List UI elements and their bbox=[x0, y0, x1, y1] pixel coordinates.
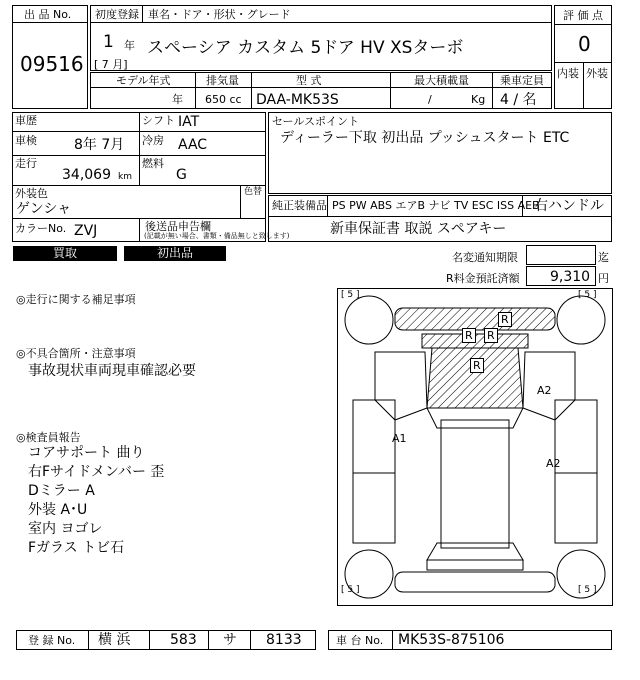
chassis-value: MK53S-875106 bbox=[398, 632, 505, 648]
sales-point-label: セールスポイント bbox=[272, 115, 360, 128]
model-year-unit: 年 bbox=[172, 93, 183, 106]
reg-label: 登 録 No. bbox=[28, 634, 76, 647]
inspector-item: Fガラス トビ石 bbox=[28, 540, 125, 556]
notice-box bbox=[526, 245, 596, 265]
recycle-value: 9,310 bbox=[550, 269, 591, 285]
spec-div-4 bbox=[492, 72, 493, 109]
inspector-item: 右Fサイドメンバー 歪 bbox=[28, 464, 165, 480]
recycle-unit: 円 bbox=[598, 272, 609, 285]
reg-class: 583 bbox=[170, 632, 197, 648]
notice-unit: 迄 bbox=[598, 251, 609, 264]
displacement-value: 650 cc bbox=[205, 93, 242, 106]
reg-div-3 bbox=[208, 630, 209, 650]
model-year-label: モデル年式 bbox=[116, 74, 171, 87]
score-divider-3 bbox=[583, 62, 584, 109]
fuel-label: 燃料 bbox=[142, 157, 164, 170]
mileage-label: 走行 bbox=[15, 157, 37, 170]
score-label: 評 価 点 bbox=[563, 9, 603, 22]
shift-label: シフト bbox=[142, 114, 175, 127]
reg-kana: サ bbox=[223, 632, 237, 648]
chassis-label: 車 台 No. bbox=[336, 634, 384, 647]
history-label: 車歴 bbox=[15, 114, 37, 127]
reg-div-2 bbox=[149, 630, 150, 650]
color-no-label: カラーNo. bbox=[15, 222, 67, 235]
rear-hatch bbox=[427, 560, 523, 570]
inspector-item: 外装 A･U bbox=[28, 502, 88, 518]
inspector-label: ◎検査員報告 bbox=[16, 431, 81, 444]
reg-div-1 bbox=[88, 630, 89, 650]
buy-badge: 買取 bbox=[13, 246, 117, 261]
front-bumper bbox=[395, 308, 555, 330]
spec-div-1 bbox=[195, 72, 196, 109]
defects-text: 事故現状車両現車確認必要 bbox=[28, 363, 196, 379]
equip-label: 純正装備品 bbox=[272, 199, 327, 212]
sales-point-text: ディーラー下取 初出品 プッシュスタート ETC bbox=[280, 130, 570, 146]
inspector-item: 室内 ヨゴレ bbox=[28, 521, 103, 537]
load-slash: / bbox=[428, 93, 432, 106]
tire-tag-rr: [ 5 ] bbox=[578, 585, 597, 595]
reg-div-4 bbox=[250, 630, 251, 650]
fuel-value: G bbox=[176, 167, 187, 183]
shift-value: IAT bbox=[178, 114, 200, 130]
load-unit: Kg bbox=[471, 93, 486, 106]
displacement-label: 排気量 bbox=[206, 74, 239, 87]
first-listing-badge: 初出品 bbox=[124, 246, 226, 261]
steering-value: 右ハンドル bbox=[534, 198, 604, 214]
lot-label: 出 品 No. bbox=[24, 8, 72, 21]
car-name: スペーシア カスタム 5ドア HV XSターボ bbox=[147, 38, 464, 58]
damage-mark: R bbox=[462, 328, 476, 343]
inspector-item: Dミラー A bbox=[28, 483, 95, 499]
equip-value: PS PW ABS エアB ナビ TV ESC ISS AEB bbox=[332, 199, 540, 212]
left-body bbox=[353, 400, 395, 543]
inspector-item: コアサポート 曲り bbox=[28, 445, 145, 461]
equip-col-divider bbox=[327, 195, 328, 216]
damage-mark: A2 bbox=[546, 457, 561, 470]
reg-area: 横 浜 bbox=[98, 632, 131, 648]
lot-number: 09516 bbox=[20, 52, 84, 76]
hood bbox=[427, 348, 523, 408]
score-value: 0 bbox=[578, 32, 591, 56]
inspection-value: 8年 7月 bbox=[74, 137, 125, 153]
load-label: 最大積載量 bbox=[414, 74, 469, 87]
det-col-3 bbox=[139, 218, 140, 242]
year-unit: 年 bbox=[124, 39, 135, 52]
rear-bumper bbox=[395, 572, 555, 592]
tire-tag-rl: [ 5 ] bbox=[341, 585, 360, 595]
first-reg-label: 初度登録 bbox=[95, 8, 139, 21]
exterior-label: 外装 bbox=[586, 67, 608, 80]
capacity-value: 4 / 名 bbox=[500, 92, 537, 108]
spec-div-2 bbox=[251, 72, 252, 109]
defects-label: ◎不具合箇所・注意事項 bbox=[16, 347, 136, 360]
notice-label: 名変通知期限 bbox=[452, 251, 518, 264]
ac-value: AAC bbox=[178, 137, 208, 153]
ext-color-value: ゲンシャ bbox=[16, 201, 72, 217]
aftermarket-note: (記載が無い場合、書類・備品無しと致します) bbox=[144, 232, 290, 240]
aftermarket-label: 後送品申告欄 bbox=[145, 220, 211, 233]
roof bbox=[441, 420, 509, 548]
driving-notes-label: ◎走行に関する補足事項 bbox=[16, 293, 136, 306]
damage-mark: R bbox=[484, 328, 498, 343]
title-label-divider bbox=[142, 5, 143, 23]
right-body bbox=[555, 400, 597, 543]
ac-label: 冷房 bbox=[142, 134, 164, 147]
tire-tag-fr: [ 5 ] bbox=[578, 290, 597, 300]
car-label: 車名・ドア・形状・グレード bbox=[148, 8, 291, 21]
inspection-label: 車検 bbox=[15, 134, 37, 147]
type-label: 型 式 bbox=[296, 74, 322, 87]
warranty-value: 新車保証書 取説 スペアキー bbox=[330, 221, 507, 237]
damage-mark: R bbox=[470, 358, 484, 373]
equip-row-divider bbox=[268, 216, 612, 217]
tire-tag-fl: [ 5 ] bbox=[341, 290, 360, 300]
reg-year: 1 bbox=[103, 32, 114, 52]
color-change-label: 色替 bbox=[244, 187, 263, 197]
front-left-tire bbox=[345, 296, 393, 344]
reg-month: [ 7 月] bbox=[94, 58, 128, 71]
left-front-fender bbox=[375, 352, 427, 420]
front-right-tire bbox=[557, 296, 605, 344]
damage-mark: R bbox=[498, 312, 512, 327]
damage-mark: A2 bbox=[537, 384, 552, 397]
spec-div-3 bbox=[390, 72, 391, 109]
recycle-label: R料金預託済額 bbox=[446, 272, 520, 285]
reg-number: 8133 bbox=[266, 632, 302, 648]
ext-color-label: 外装色 bbox=[15, 187, 48, 200]
mileage-value: 34,069 bbox=[62, 167, 111, 183]
det-col-1 bbox=[139, 112, 140, 186]
color-no-value: ZVJ bbox=[74, 223, 98, 239]
damage-mark: A1 bbox=[392, 432, 407, 445]
det-col-2 bbox=[240, 186, 241, 218]
type-value: DAA-MK53S bbox=[256, 92, 339, 108]
chassis-div bbox=[392, 630, 393, 650]
capacity-label: 乗車定員 bbox=[500, 74, 544, 87]
interior-label: 内装 bbox=[557, 67, 579, 80]
score-divider bbox=[554, 24, 612, 25]
mileage-unit: km bbox=[118, 172, 132, 182]
